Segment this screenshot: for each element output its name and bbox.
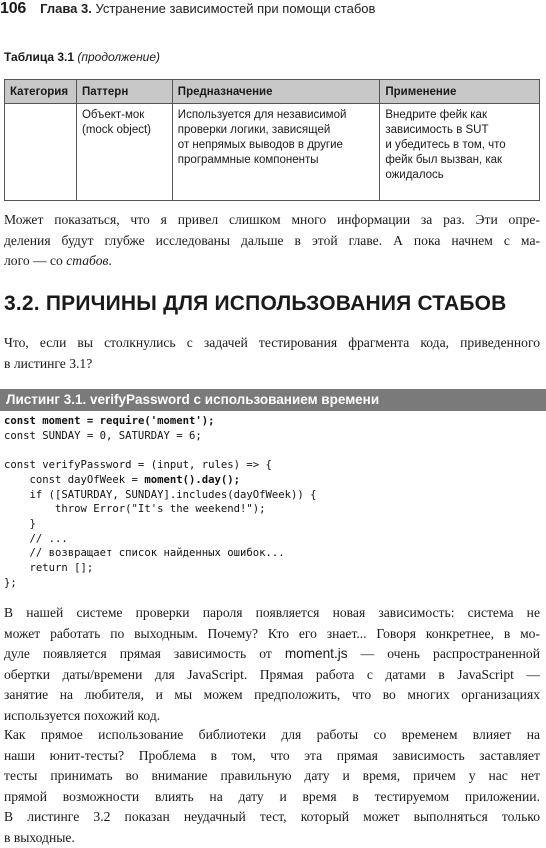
table-caption <box>4 50 160 64</box>
code-line: }; <box>4 576 317 591</box>
cell-line: Внедрите фейк как <box>385 108 534 123</box>
section-heading: 3.2. ПРИЧИНЫ ДЛЯ ИСПОЛЬЗОВАНИЯ СТАБОВ <box>4 292 507 316</box>
code-call: moment().day(); <box>144 474 240 486</box>
paragraph-intro <box>4 210 540 272</box>
code-line: const verifyPassword = (input, rules) => { <box>4 458 317 473</box>
cell-line: проверки логики, зависящей <box>178 123 375 138</box>
text-fragment: — очень распространенной <box>348 646 540 661</box>
table-header-row <box>5 80 540 104</box>
text-line <box>4 251 540 272</box>
column-header: Применение <box>380 80 540 104</box>
cell-line: Используется для независимой <box>178 108 375 123</box>
text-line: Может показаться, что я привел слишком много информации за раз. Эти опре- <box>4 210 540 231</box>
chapter-name: Устранение зависимостей при помощи стабов <box>95 1 375 16</box>
code-line <box>4 414 317 429</box>
text-line: обертки даты/времени для JavaScript. Прямая работа с датами в JavaScript — <box>4 665 540 686</box>
paragraph-question <box>4 333 540 374</box>
text-line: в листинге 3.1? <box>4 354 540 375</box>
cell-line: Объект-мок <box>82 108 167 123</box>
cell-category <box>5 104 77 201</box>
cell-line: зависимость в SUT <box>385 123 534 138</box>
text-line: наши юнит-тесты? Проблема в том, что эта прямая зависимость заставляет <box>4 746 540 767</box>
table-row <box>5 104 540 201</box>
listing-title: Листинг 3.1. verifyPassword с использованием времени <box>0 389 546 411</box>
column-header: Категория <box>5 80 77 104</box>
column-header: Предназначение <box>172 80 380 104</box>
text-fragment: лого — со <box>4 253 66 268</box>
text-line: прямой возможности влиять на дату и время в тестируемом приложении. <box>4 787 540 808</box>
text-line: Что, если вы столкнулись с задачей тестирования фрагмента кода, приведенного <box>4 333 540 354</box>
table-caption-label: Таблица 3.1 <box>4 50 74 64</box>
code-listing <box>4 414 317 590</box>
cell-line: фейк был вызван, как <box>385 153 534 168</box>
code-text: moment = require('moment'); <box>42 415 214 427</box>
text-line: В нашей системе проверки пароля появляется новая зависимость: система не <box>4 603 540 624</box>
code-line <box>4 473 317 488</box>
code-line: const SUNDAY = 0, SATURDAY = 6; <box>4 429 317 444</box>
page-number: 106 <box>0 0 26 18</box>
code-text: const dayOfWeek = <box>4 474 144 486</box>
text-line: Как прямое использование библиотеки для работы со временем влияет на <box>4 725 540 746</box>
text-line: в выходные. <box>4 828 540 848</box>
text-fragment: дуле появляется прямая зависимость от <box>4 646 285 661</box>
text-fragment: . <box>108 253 111 268</box>
text-line: деления будут глубже исследованы дальше в этой главе. А пока начнем с ма- <box>4 231 540 252</box>
code-line: } <box>4 517 317 532</box>
text-line: тесты принимать во внимание правильную дату и время, причем у нас нет <box>4 766 540 787</box>
cell-line: от непрямых выводов в другие <box>178 138 375 153</box>
code-keyword: const <box>4 415 42 427</box>
paragraph-dependency <box>4 603 540 726</box>
code-line <box>4 443 317 458</box>
chapter-label: Глава 3. <box>40 1 92 16</box>
patterns-table <box>4 79 540 201</box>
chapter-title <box>40 1 375 16</box>
code-line: if ([SATURDAY, SUNDAY].includes(dayOfWeek)) { <box>4 488 317 503</box>
text-line <box>4 644 540 665</box>
cell-usage <box>380 104 540 201</box>
cell-purpose <box>172 104 380 201</box>
running-head <box>0 0 375 22</box>
text-line: занятие на любителя, и мы можем предположить, что во многих организациях <box>4 685 540 706</box>
column-header: Паттерн <box>76 80 172 104</box>
code-line: return []; <box>4 561 317 576</box>
code-line: // ... <box>4 532 317 547</box>
cell-line: (mock object) <box>82 123 167 138</box>
emphasis-stubs: стабов <box>66 253 108 268</box>
code-line: throw Error("It's the weekend!"); <box>4 502 317 517</box>
cell-line: программные компоненты <box>178 153 375 168</box>
text-line: может работать по выходным. Почему? Кто его знает... Говоря конкретнее, в мо- <box>4 624 540 645</box>
code-line: // возвращает список найденных ошибок... <box>4 546 317 561</box>
text-line: В листинге 3.2 показан неудачный тест, который может выполняться только <box>4 807 540 828</box>
cell-line: и убедитесь в том, что <box>385 138 534 153</box>
cell-pattern <box>76 104 172 201</box>
text-line: используется похожий код. <box>4 706 540 727</box>
inline-code: moment.js <box>285 646 348 661</box>
table-caption-note: (продолжение) <box>77 50 160 64</box>
paragraph-tests <box>4 725 540 848</box>
cell-line: ожидалось <box>385 168 534 183</box>
